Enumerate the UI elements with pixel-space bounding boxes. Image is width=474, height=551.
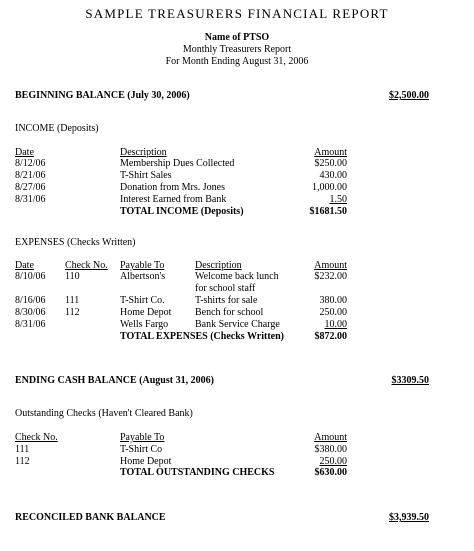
income-description: T-Shirt Sales [120,170,172,181]
expense-description-continued: for school staff [195,283,256,294]
beginning-balance-amount: $2,500.00 [389,90,429,101]
expense-amount: 10.00 [324,319,347,330]
expenses-col-payable: Payable To [120,260,165,271]
expense-description: Bench for school [195,307,264,318]
income-col-amount: Amount [314,147,347,158]
income-amount: 1.50 [329,194,347,205]
outstanding-check-no: 111 [15,444,30,455]
expenses-col-amount: Amount [314,260,347,271]
expense-check-no: 112 [65,307,80,318]
expense-date: 8/30/06 [15,307,46,318]
expense-check-no: 110 [65,271,80,282]
expense-amount: 250.00 [319,307,347,318]
expense-description: Bank Service Charge [195,319,280,330]
expense-payable-to: Home Depot [120,307,172,318]
expenses-col-description: Description [195,260,242,271]
income-description: Membership Dues Collected [120,158,235,169]
income-col-date: Date [15,147,34,158]
income-col-description: Description [120,147,167,158]
outstanding-payable-to: Home Depot [120,456,172,467]
income-amount: 1,000.00 [312,182,347,193]
outstanding-payable-to: T-Shirt Co [120,444,163,455]
report-period: For Month Ending August 31, 2006 [165,56,309,67]
expense-check-no: 111 [65,295,80,306]
outstanding-col-amount: Amount [314,432,347,443]
outstanding-total-label: TOTAL OUTSTANDING CHECKS [120,467,275,478]
reconciled-balance-amount: $3,939.50 [389,512,429,523]
income-date: 8/31/06 [15,194,46,205]
income-amount: $250.00 [314,158,347,169]
report-type: Monthly Treasurers Report [182,44,292,55]
ending-balance-label: ENDING CASH BALANCE (August 31, 2006) [15,375,214,386]
expense-payable-to: Albertson's [120,271,166,282]
outstanding-heading: Outstanding Checks (Haven't Cleared Bank) [15,408,193,419]
expense-description: Welcome back lunch [195,271,279,282]
expense-date: 8/31/06 [15,319,46,330]
expenses-total-label: TOTAL EXPENSES (Checks Written) [120,331,285,342]
income-total-amount: $1681.50 [309,206,347,217]
outstanding-check-no: 112 [15,456,30,467]
beginning-balance-label: BEGINNING BALANCE (July 30, 2006) [15,90,190,101]
report-title: SAMPLE TREASURERS FINANCIAL REPORT [85,6,389,21]
ending-balance-amount: $3309.50 [391,375,429,386]
reconciled-balance-label: RECONCILED BANK BALANCE [15,512,166,523]
income-amount: 430.00 [319,170,347,181]
income-description: Interest Earned from Bank [120,194,227,205]
expense-payable-to: Wells Fargo [120,319,169,330]
expenses-heading: EXPENSES (Checks Written) [15,237,136,248]
income-date: 8/21/06 [15,170,46,181]
expense-amount: 380.00 [319,295,347,306]
income-total-label: TOTAL INCOME (Deposits) [120,206,244,217]
expense-description: T-shirts for sale [195,295,258,306]
expenses-col-date: Date [15,260,34,271]
expenses-col-check: Check No. [65,260,108,271]
income-date: 8/12/06 [15,158,46,169]
expense-payable-to: T-Shirt Co. [120,295,165,306]
expense-date: 8/16/06 [15,295,46,306]
income-heading: INCOME (Deposits) [15,123,99,134]
outstanding-total-amount: $630.00 [314,467,347,478]
organization-name: Name of PTSO [204,32,270,43]
outstanding-col-check: Check No. [15,432,58,443]
outstanding-amount: $380.00 [314,444,347,455]
expense-amount: $232.00 [314,271,347,282]
outstanding-col-payable: Payable To [120,432,165,443]
outstanding-amount: 250.00 [319,456,347,467]
expenses-total-amount: $872.00 [314,331,347,342]
income-description: Donation from Mrs. Jones [120,182,225,193]
income-date: 8/27/06 [15,182,46,193]
expense-date: 8/10/06 [15,271,46,282]
